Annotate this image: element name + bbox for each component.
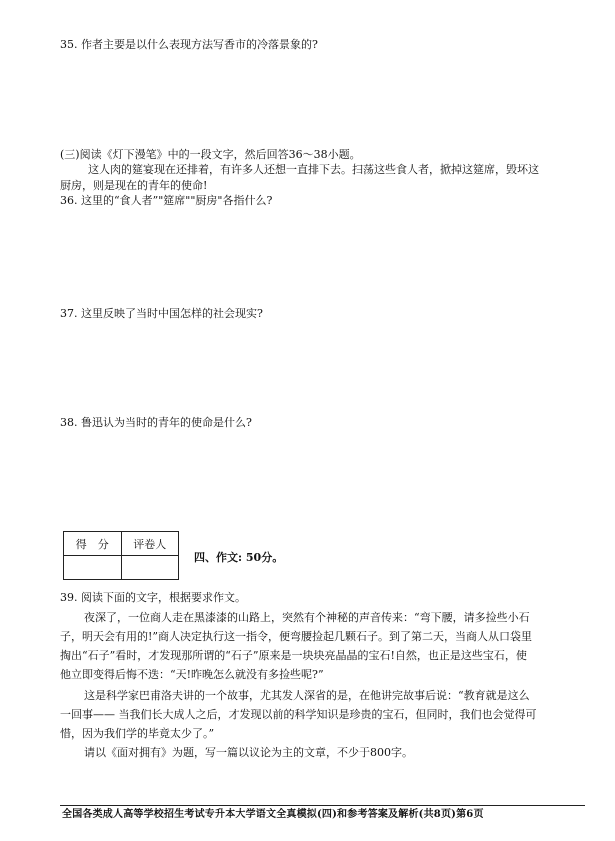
- score-box: [63, 531, 179, 580]
- story-line-4: 他立即变得后悔不迭：“天!昨晚怎么就没有多捡些呢?”: [60, 668, 324, 681]
- question-36: 36. 这里的“食人者”"筵席""厨房"各指什么?: [60, 194, 273, 207]
- grader-cell: [121, 556, 179, 580]
- essay-requirement: 请以《面对拥有》为题，写一篇以议论为主的文章，不少于800字。: [84, 746, 413, 759]
- question-35: 35. 作者主要是以什么表现方法写香市的冷落景象的?: [60, 38, 318, 51]
- passage-line-1: 这人肉的筵宴现在还排着，有许多人还想一直排下去。扫荡这些食人者，掀掉这筵席，毁坏这: [88, 163, 539, 176]
- passage-line-2: 厨房，则是现在的青年的使命!: [60, 179, 208, 192]
- comment-line-3: 惜，因为我们学的毕竟太少了。”: [60, 727, 215, 740]
- score-cell: [64, 556, 122, 580]
- page-footer: 全国各类成人高等学校招生考试专升本大学语文全真模拟(四)和参考答案及解析(共8页)第6页: [62, 809, 484, 820]
- question-38: 38. 鲁迅认为当时的青年的使命是什么?: [60, 416, 252, 429]
- comment-line-2: 一回事—— 当我们长大成人之后，才发现以前的科学知识是珍贵的宝石，但同时，我们也会觉得可: [60, 708, 537, 721]
- question-37: 37. 这里反映了当时中国怎样的社会现实?: [60, 307, 263, 320]
- grader-label: 评卷人: [121, 532, 179, 556]
- story-line-3: 掏出“石子”看时，才发现那所谓的“石子”原来是一块块亮晶晶的宝石!自然，也正是这些宝石，使: [60, 649, 527, 662]
- section-3-intro: (三)阅读《灯下漫笔》中的一段文字，然后回答36～38小题。: [60, 148, 361, 161]
- story-line-2: 子，明天会有用的!”商人决定执行这一指令，便弯腰捡起几颗石子。到了第二天，当商人从口袋里: [60, 630, 533, 643]
- question-39: 39. 阅读下面的文字，根据要求作文。: [60, 591, 246, 604]
- section-4-title: 四、作文: 50分。: [194, 551, 284, 564]
- comment-line-1: 这是科学家巴甫洛夫讲的一个故事，尤其发人深省的是，在他讲完故事后说：“教育就是这么: [84, 689, 530, 702]
- footer-rule: [60, 805, 585, 806]
- story-line-1: 夜深了，一位商人走在黑漆漆的山路上，突然有个神秘的声音传来：“弯下腰，请多捡些小石: [84, 611, 530, 624]
- score-label: 得 分: [64, 532, 122, 556]
